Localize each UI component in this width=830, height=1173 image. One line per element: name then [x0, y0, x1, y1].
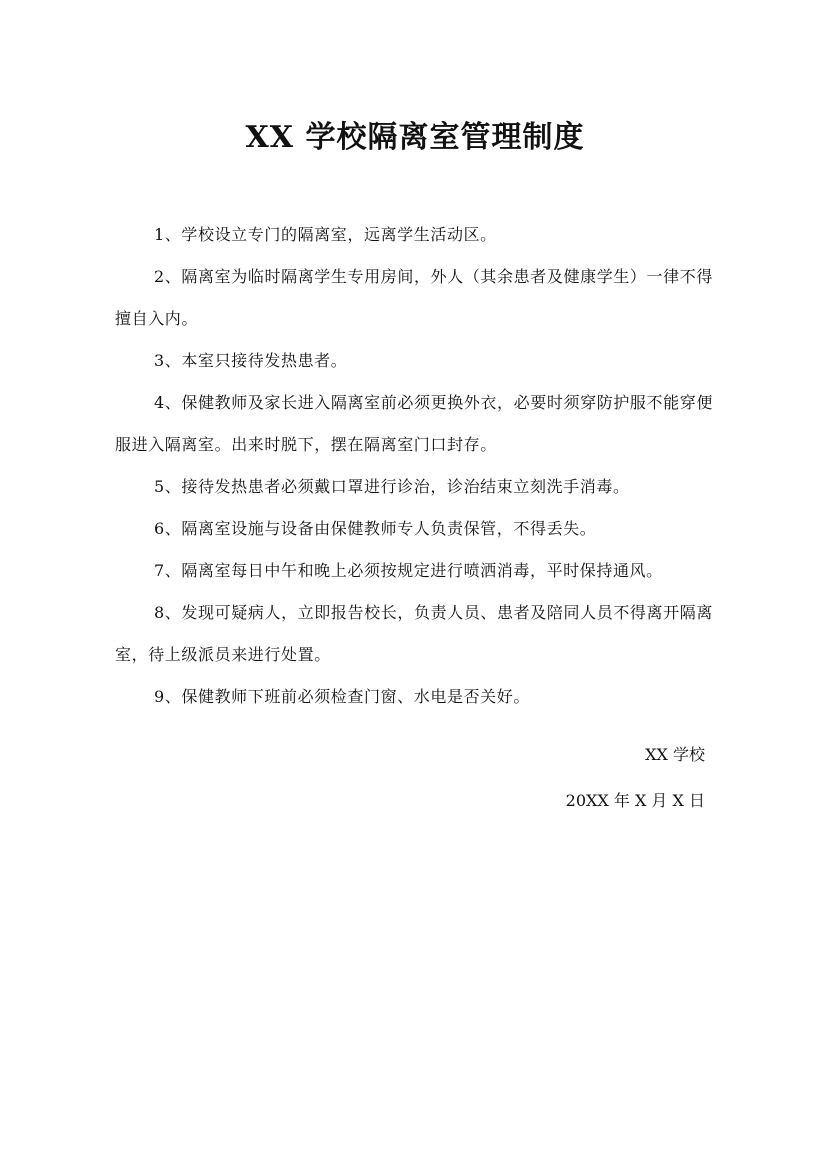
paragraph-6: 6、隔离室设施与设备由保健教师专人负责保管，不得丢失。: [154, 519, 597, 538]
signature-school: XX 学校: [645, 745, 705, 764]
paragraph-9: 9、保健教师下班前必须检查门窗、水电是否关好。: [154, 687, 530, 706]
paragraph-7: 7、隔离室每日中午和晚上必须按规定进行喷洒消毒，平时保持通风。: [154, 561, 663, 580]
signature-date: 20XX 年 X 月 X 日: [565, 791, 705, 810]
paragraph-4: 4、保健教师及家长进入隔离室前必须更换外衣，必要时须穿防护服不能穿便服进入隔离室。出来时脱下，摆在隔离室门口封存。: [115, 393, 713, 454]
paragraph-2: 2、隔离室为临时隔离学生专用房间，外人（其余患者及健康学生）一律不得擅自入内。: [115, 267, 713, 328]
paragraph-5: 5、接待发热患者必须戴口罩进行诊治，诊治结束立刻洗手消毒。: [154, 477, 630, 496]
page-title: XX 学校隔离室管理制度: [245, 120, 585, 155]
paragraph-3: 3、本室只接待发热患者。: [154, 351, 348, 370]
paragraph-1: 1、学校设立专门的隔离室，远离学生活动区。: [154, 225, 497, 244]
paragraph-8: 8、发现可疑病人，立即报告校长，负责人员、患者及陪同人员不得离开隔离室，待上级派员来进行处置。: [115, 603, 713, 664]
document-body: [115, 214, 713, 718]
